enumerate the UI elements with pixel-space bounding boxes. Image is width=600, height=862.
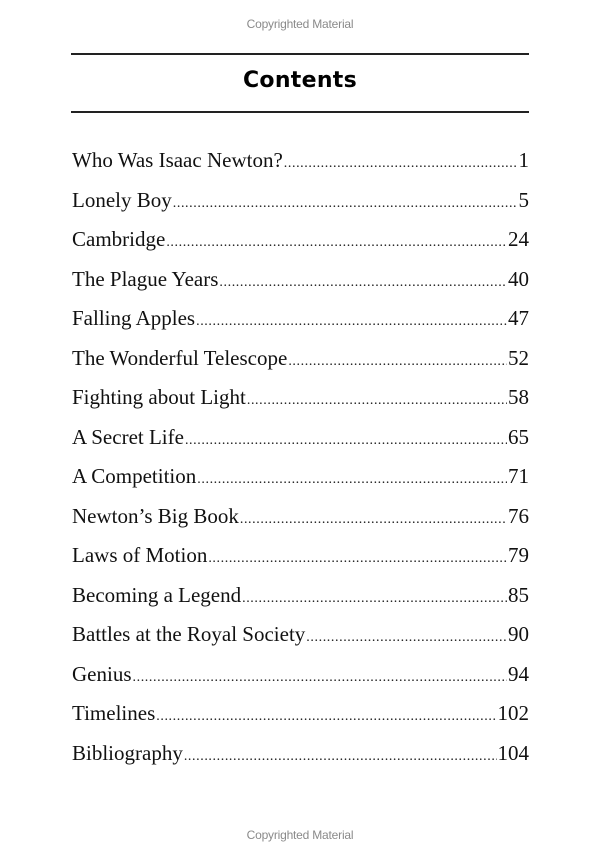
toc-entry-title: Becoming a Legend <box>72 582 242 607</box>
dot-leader <box>166 223 507 259</box>
dot-leader <box>196 302 507 338</box>
dot-leader <box>184 737 497 773</box>
toc-entry[interactable] <box>72 579 529 619</box>
toc-entry-title: Lonely Boy <box>72 187 172 212</box>
toc-entry-page: 76 <box>508 503 529 528</box>
toc-entry-title: Battles at the Royal Society <box>72 622 306 646</box>
dot-leader <box>197 460 507 496</box>
toc-entry[interactable] <box>72 500 529 540</box>
toc-entry-page: 24 <box>508 227 529 251</box>
toc-entry[interactable] <box>72 618 529 658</box>
dot-leader <box>208 539 507 575</box>
header-rule-bottom <box>71 111 529 113</box>
toc-entry[interactable] <box>72 697 529 737</box>
toc-entry-title: The Wonderful Telescope <box>72 345 288 370</box>
toc-entry-title: Falling Apples <box>72 306 196 330</box>
page-title: Contents <box>242 68 358 93</box>
toc-entry-page: 40 <box>508 266 529 291</box>
dot-leader <box>247 381 507 417</box>
dot-leader <box>306 618 507 654</box>
dot-leader <box>284 144 518 180</box>
toc-entry-page: 52 <box>508 345 529 370</box>
toc-entry[interactable] <box>72 342 529 382</box>
toc-entry[interactable] <box>72 263 529 303</box>
toc-entry-title: Laws of Motion <box>72 543 208 567</box>
toc-entry[interactable] <box>72 302 529 342</box>
toc-entry-page: 85 <box>508 582 529 607</box>
toc-entry-title: Who Was Isaac Newton? <box>72 148 283 172</box>
toc-entry[interactable] <box>72 184 529 224</box>
toc-entry-page: 1 <box>518 148 529 172</box>
table-of-contents <box>72 144 529 776</box>
dot-leader <box>288 342 507 378</box>
toc-entry-page: 5 <box>518 187 529 212</box>
toc-entry[interactable] <box>72 737 529 777</box>
dot-leader <box>173 184 518 220</box>
toc-entry-page: 79 <box>508 543 529 567</box>
toc-entry[interactable] <box>72 144 529 184</box>
copyright-watermark-bottom: Copyrighted Material <box>246 828 354 842</box>
toc-entry-title: The Plague Years <box>72 266 219 291</box>
toc-entry-title: A Secret Life <box>72 424 184 449</box>
dot-leader <box>242 579 507 615</box>
toc-entry-title: Newton’s Big Book <box>72 503 239 528</box>
toc-entry-page: 47 <box>508 306 529 330</box>
dot-leader <box>219 263 507 299</box>
toc-entry-title: Cambridge <box>72 227 166 251</box>
toc-entry-page: 104 <box>497 740 529 765</box>
toc-entry[interactable] <box>72 460 529 500</box>
toc-entry[interactable] <box>72 421 529 461</box>
dot-leader <box>156 697 496 733</box>
dot-leader <box>133 658 508 694</box>
toc-entry-title: Bibliography <box>72 740 183 765</box>
toc-entry-title: A Competition <box>72 464 197 488</box>
toc-entry-page: 102 <box>497 701 529 725</box>
toc-entry[interactable] <box>72 658 529 698</box>
toc-entry[interactable] <box>72 223 529 263</box>
toc-entry-page: 94 <box>508 661 529 686</box>
toc-entry-title: Fighting about Light <box>72 385 246 409</box>
toc-entry-page: 65 <box>508 424 529 449</box>
toc-entry-page: 90 <box>508 622 529 646</box>
toc-entry-page: 71 <box>508 464 529 488</box>
dot-leader <box>240 500 507 536</box>
header-rule-top <box>71 53 529 55</box>
toc-entry[interactable] <box>72 381 529 421</box>
dot-leader <box>185 421 507 457</box>
toc-entry-page: 58 <box>508 385 529 409</box>
toc-entry[interactable] <box>72 539 529 579</box>
copyright-watermark-top: Copyrighted Material <box>246 17 354 31</box>
toc-entry-title: Timelines <box>72 701 156 725</box>
toc-entry-title: Genius <box>72 661 132 686</box>
